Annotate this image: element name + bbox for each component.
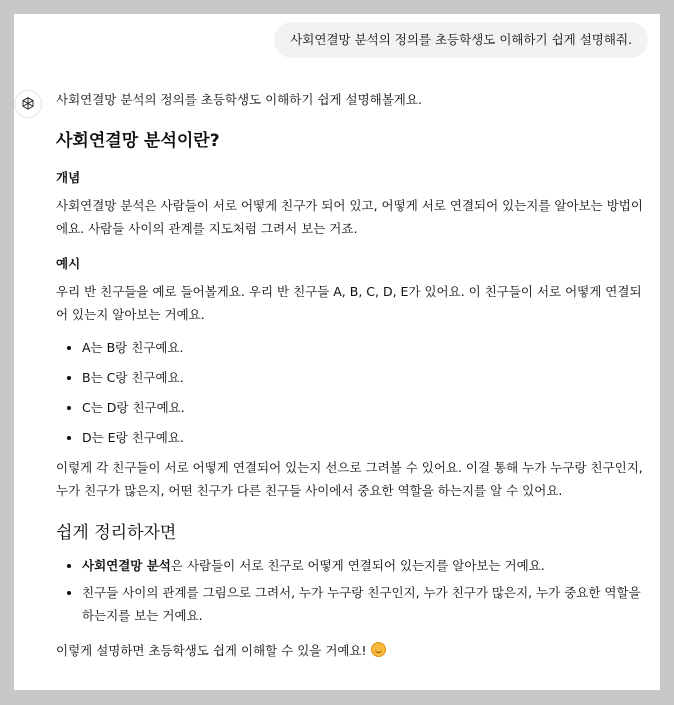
concept-text: 사회연결망 분석은 사람들이 서로 어떻게 친구가 되어 있고, 어떻게 서로 연결되어 있는지를 알아보는 방법이에요. 사람들 사이의 관계를 지도처럼 그려서 보는 거죠. bbox=[56, 198, 643, 236]
smiling-face-icon bbox=[371, 642, 386, 657]
section-heading: 사회연결망 분석이란? bbox=[56, 131, 220, 151]
list-item: • A는 B랑 친구예요. bbox=[82, 336, 648, 359]
bold-term: 사회연결망 분석 bbox=[82, 558, 171, 573]
closing-line bbox=[56, 641, 648, 661]
example-text: 우리 반 친구들을 예로 들어볼게요. 우리 반 친구들 A, B, C, D, E가 있어요. 이 친구들이 서로 어떻게 연결되어 있는지 알아보는 거예요. bbox=[56, 284, 642, 322]
summary-item-text: 은 사람들이 서로 친구로 어떻게 연결되어 있는지를 알아보는 거예요. bbox=[170, 558, 545, 573]
user-message-bubble: 사회연결망 분석의 정의를 초등학생도 이해하기 쉽게 설명해줘. bbox=[274, 22, 648, 58]
concept-heading: 개념 bbox=[56, 170, 81, 185]
list-item bbox=[82, 554, 648, 577]
list-item: • B는 C랑 친구예요. bbox=[82, 366, 648, 389]
list-item: • C는 D랑 친구예요. bbox=[82, 396, 648, 419]
openai-logo-icon bbox=[20, 96, 36, 112]
chat-window bbox=[14, 14, 660, 690]
assistant-avatar bbox=[14, 90, 42, 118]
example-heading: 예시 bbox=[56, 256, 81, 271]
example-list bbox=[56, 336, 648, 449]
summary-list bbox=[56, 554, 648, 627]
explanation-text: 이렇게 각 친구들이 서로 어떻게 연결되어 있는지 선으로 그려볼 수 있어요. 이걸 통해 누가 누구랑 친구인지, 누가 친구가 많은지, 어떤 친구가 다른 친구들 사이에서 중요한 역할을 하는지를 알 수 있어요. bbox=[56, 460, 643, 498]
list-item: • 친구들 사이의 관계를 그림으로 그려서, 누가 누구랑 친구인지, 누가 친구가 많은지, 누가 중요한 역할을 하는지를 보는 거예요. bbox=[82, 581, 648, 627]
list-item: • D는 E랑 친구예요. bbox=[82, 426, 648, 449]
intro-text: 사회연결망 분석의 정의를 초등학생도 이해하기 쉽게 설명해볼게요. bbox=[56, 92, 422, 107]
summary-heading: 쉽게 정리하자면 bbox=[56, 523, 177, 543]
closing-text: 이렇게 설명하면 초등학생도 쉽게 이해할 수 있을 거예요! bbox=[56, 643, 367, 658]
assistant-message bbox=[56, 90, 648, 661]
